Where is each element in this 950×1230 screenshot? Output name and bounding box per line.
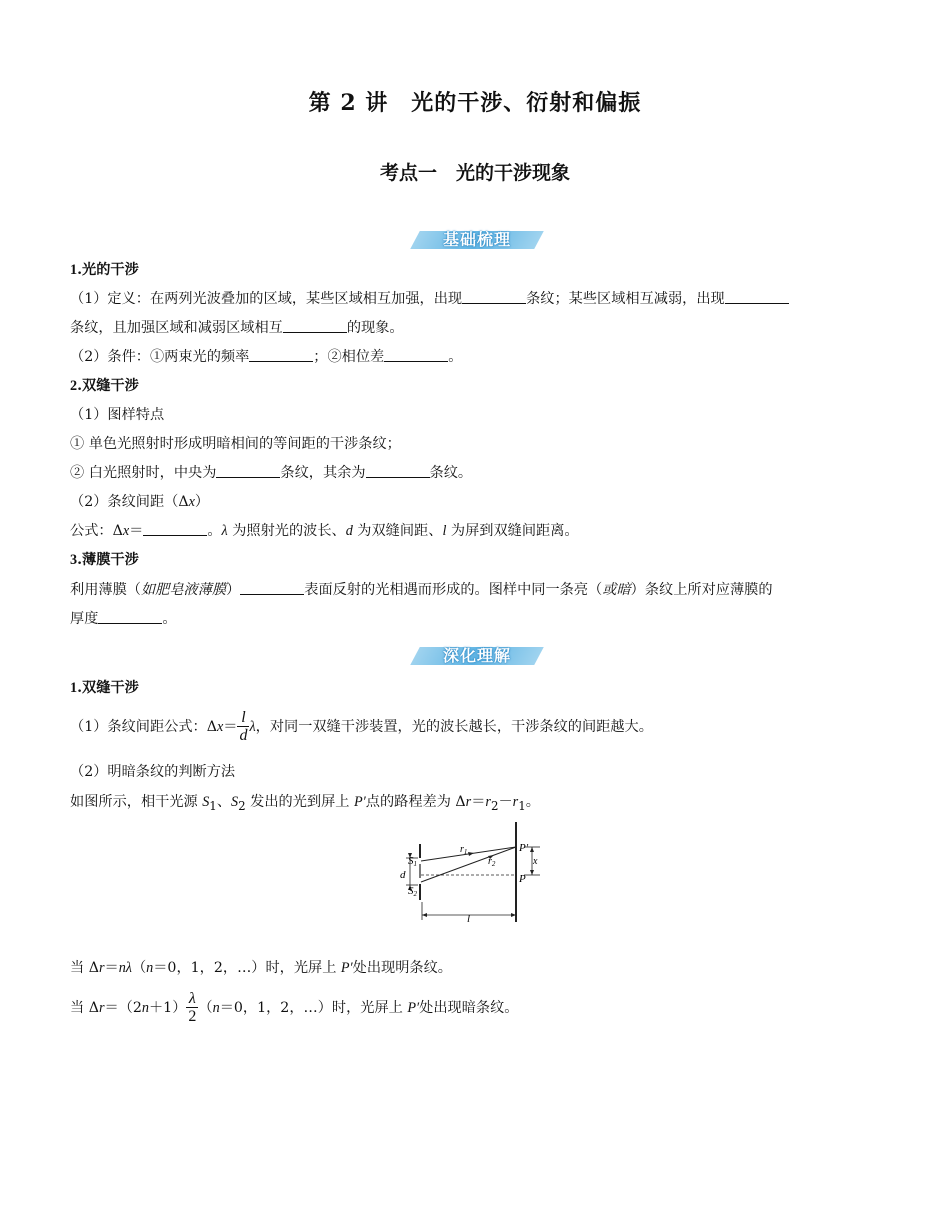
label-P: P bbox=[519, 873, 526, 885]
banner-deeper bbox=[415, 645, 539, 667]
monochrome-pattern: ① 单色光照射时形成明暗相间的等间距的干涉条纹； bbox=[70, 436, 401, 452]
fringe-spacing-formula: 公式：Δx＝ 。λ 为照射光的波长、d 为双缝间距、l 为屏到双缝间距离。 bbox=[70, 523, 579, 539]
label-S2: S2 bbox=[408, 885, 417, 898]
white-light-pattern: ② 白光照射时，中央为 条纹，其余为 条纹。 bbox=[70, 465, 473, 481]
heading-double-slit: 2.双缝干涉 bbox=[70, 378, 139, 394]
section-title: 考点一 光的干涉现象 bbox=[379, 162, 570, 184]
double-slit-diagram bbox=[390, 818, 570, 928]
label-S1: S1 bbox=[408, 855, 417, 868]
thin-film-line-1: 利用薄膜（如肥皂液薄膜） 表面反射的光相遇而形成的。图样中同一条亮（或暗）条纹上所对应薄膜的 bbox=[70, 582, 773, 598]
fill-blank bbox=[240, 580, 304, 595]
banner-basics-label: 基础梳理 bbox=[442, 230, 511, 249]
heading-thin-film: 3.薄膜干涉 bbox=[70, 552, 139, 568]
fill-blank bbox=[366, 463, 430, 478]
spacing-formula-line: （1）条纹间距公式：Δx＝ $\frac{l}{d}$ λ，对同一双缝干涉装置，光的波长越长，干涉条纹的间距越大。 bbox=[70, 709, 653, 744]
dark-fringe-condition: 当 Δr＝（2n＋1） $\frac{\lambda}{2}$ （n＝0，1，2，…）时，光屏上 P′处出现暗条纹。 bbox=[70, 990, 519, 1025]
banner-deeper-label: 深化理解 bbox=[442, 646, 511, 665]
label-r2: $r_2$ bbox=[488, 856, 496, 868]
banner-basics bbox=[415, 229, 539, 251]
fill-blank bbox=[725, 289, 789, 304]
label-l: l bbox=[467, 913, 471, 925]
fill-blank bbox=[98, 609, 162, 624]
pattern-features: （1）图样特点 bbox=[70, 407, 165, 423]
label-x: x bbox=[533, 856, 538, 867]
fraction-l-over-d: $\frac{l}{d}$ bbox=[239, 709, 248, 744]
fill-blank bbox=[283, 318, 347, 333]
heading-double-slit-2: 1.双缝干涉 bbox=[70, 680, 139, 696]
thin-film-line-2: 厚度 。 bbox=[70, 611, 177, 627]
definition-line-1: （1）定义：在两列光波叠加的区域，某些区域相互加强，出现 条纹；某些区域相互减弱，出现 bbox=[70, 289, 882, 309]
fringe-spacing-title: （2）条纹间距（Δx） bbox=[70, 494, 210, 510]
condition-line: （2）条件：①两束光的频率 ；②相位差 。 bbox=[70, 349, 463, 365]
path-difference-line: 如图所示，相干光源 $S_1$、$S_2$ 发出的光到屏上 P′点的路程差为 $\Delta r=r_2-r_1$。 bbox=[70, 794, 540, 813]
label-r1: $r_1$ bbox=[460, 844, 468, 856]
label-P-prime: P′ bbox=[519, 842, 529, 854]
fraction-lambda-over-2: $\frac{\lambda}{2}$ bbox=[188, 990, 197, 1025]
fill-blank bbox=[462, 289, 526, 304]
label-d: d bbox=[400, 869, 406, 881]
fill-blank bbox=[216, 463, 280, 478]
bright-fringe-condition: 当 Δr＝nλ（n＝0，1，2，…）时，光屏上 P′处出现明条纹。 bbox=[70, 960, 452, 976]
fill-blank bbox=[249, 347, 313, 362]
heading-interference: 1.光的干涉 bbox=[70, 262, 139, 278]
fill-blank bbox=[384, 347, 448, 362]
page-title: 第 2 讲 光的干涉、衍射和偏振 bbox=[308, 90, 642, 116]
fill-blank bbox=[143, 521, 207, 536]
bright-dark-method: （2）明暗条纹的判断方法 bbox=[70, 764, 236, 780]
definition-line-2: 条纹，且加强区域和减弱区域相互 的现象。 bbox=[70, 320, 404, 336]
